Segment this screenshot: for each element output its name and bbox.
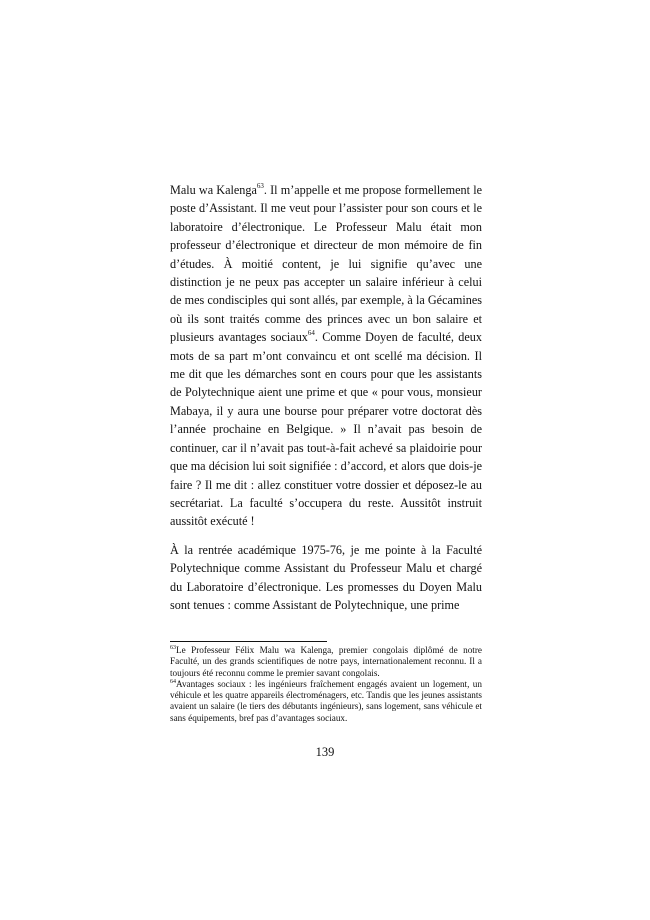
footnote-text: Avantages sociaux : les ingénieurs fraîchement engagés avaient un logement, un véhicule et les quatre appareils électroménagers, etc. Tandis que les jeunes assistants avaient un salaire (le tiers des débutants ingénieurs), sans logement, sans véhicule et sans équipements, bref pas d’avantages sociaux. xyxy=(170,678,482,723)
footnote-mark: 63 xyxy=(170,644,176,651)
paragraph-1-end: . Comme Doyen de faculté, deux mots de sa part m’ont convaincu et ont scellé ma décision. Il me dit que les démarches sont en cours pour que les assistants de Polytechnique aient une prime et que « pour vous, monsieur Mabaya, il y aura une bourse pour préparer votre doctorat dès l’année prochaine en Belgique. » Il n’avait pas besoin de continuer, car il n’avait pas tout-à-fait achevé sa plaidoirie pour que ma décision lui soit signifiée : d’accord, et alors que dois-je faire ? Il me dit : allez constituer votre dossier et déposez-le au secrétariat. La faculté s’occupera du reste. Aussitôt instruit aussitôt exécuté ! xyxy=(170,330,482,529)
paragraph-1 xyxy=(170,181,482,531)
main-text xyxy=(170,181,482,614)
footnote-separator xyxy=(170,641,327,642)
paragraph-1-middle: . Il m’appelle et me propose formellement le poste d’Assistant. Il me veut pour l’assister pour son cours et le laboratoire d’électronique. Le Professeur Malu était mon professeur d’électronique et directeur de mon mémoire de fin d’études. À moitié content, je lui signifie qu’avec une distinction je ne peux pas accepter un salaire inférieur à celui de mes condisciples qui sont allés, par exemple, à la Gécamines où ils sont traités comme des princes avec un bon salaire et plusieurs avantages sociaux xyxy=(170,183,483,345)
footnote-63 xyxy=(170,645,482,679)
footnote-mark: 64 xyxy=(170,678,176,685)
paragraph-1-start: Malu wa Kalenga xyxy=(170,183,257,197)
footnote-ref-63: 63 xyxy=(256,181,264,190)
footnote-ref-64: 64 xyxy=(307,329,315,338)
footnote-text: Le Professeur Félix Malu wa Kalenga, premier congolais diplômé de notre Faculté, un des grands scientifiques de notre pays, internationalement reconnu. Il a toujours été reconnu comme le premier savant congolais. xyxy=(170,645,482,678)
page-number: 139 xyxy=(315,745,335,759)
footnote-64 xyxy=(170,679,482,724)
paragraph-2: À la rentrée académique 1975-76, je me pointe à la Faculté Polytechnique comme Assistant du Professeur Malu et chargé du Laboratoire d’électronique. Les promesses du Doyen Malu sont tenues : comme Assistant de Polytechnique, une prime xyxy=(170,542,482,612)
footnotes xyxy=(170,645,482,724)
